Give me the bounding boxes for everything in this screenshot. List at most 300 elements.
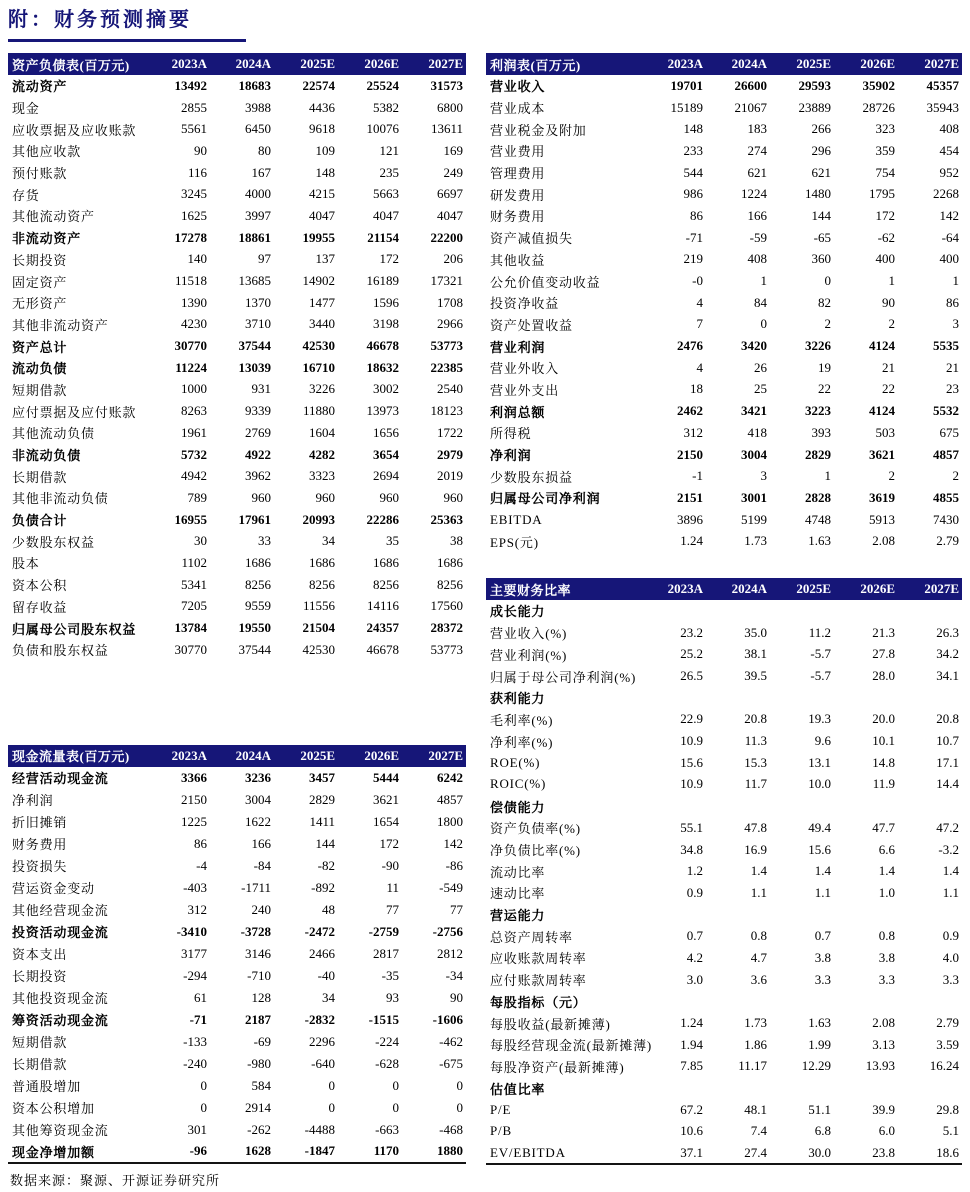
table-row <box>8 75 466 97</box>
cell: 14902 <box>302 273 335 289</box>
row-label: 总资产周转率 <box>490 929 573 945</box>
row-label: 其他应收款 <box>12 144 82 160</box>
cell: 4857 <box>933 446 959 462</box>
cell: -65 <box>813 229 831 245</box>
cell: 12.29 <box>801 1058 831 1074</box>
table-row <box>486 314 962 336</box>
row-label: 投资活动现金流 <box>12 925 109 941</box>
cell: 9.6 <box>814 733 831 749</box>
row-label: 负债合计 <box>12 513 68 529</box>
cell: 0 <box>328 1077 335 1093</box>
cell: 3619 <box>869 489 895 505</box>
cell: 4047 <box>309 207 335 223</box>
cell: 34 <box>322 533 335 549</box>
row-label: 短期借款 <box>12 382 68 398</box>
table-row <box>8 987 466 1009</box>
cell: 8256 <box>437 576 463 592</box>
table-row <box>8 1031 466 1053</box>
table-row <box>486 730 962 752</box>
cell: 4.0 <box>942 949 959 965</box>
cell: 4748 <box>805 511 831 527</box>
row-label: 归属母公司股东权益 <box>12 621 137 637</box>
cell <box>898 904 962 926</box>
table-row <box>486 839 962 861</box>
row-label: 利润总额 <box>490 404 546 420</box>
cell: -980 <box>247 1055 271 1071</box>
row-label: 财务费用 <box>12 837 68 853</box>
cell: -1 <box>692 468 703 484</box>
cell: 19 <box>818 359 831 375</box>
cell: 1224 <box>741 186 767 202</box>
cell: 0 <box>392 1077 399 1093</box>
financial-ratios-table <box>486 578 962 1165</box>
cell: 19550 <box>238 620 271 636</box>
cell <box>770 991 834 1013</box>
cell: 11556 <box>302 598 335 614</box>
cell: 10076 <box>366 121 399 137</box>
cell: 5732 <box>181 446 207 462</box>
cell: -71 <box>189 1011 207 1027</box>
cell: 34.8 <box>680 841 703 857</box>
cell: 7205 <box>181 598 207 614</box>
cell: 1225 <box>181 813 207 829</box>
cell: 5.1 <box>942 1123 959 1139</box>
cell <box>706 795 770 817</box>
cell: 22 <box>882 381 895 397</box>
cell <box>898 600 962 622</box>
cell: 408 <box>939 121 959 137</box>
cell: 0.7 <box>686 928 703 944</box>
year-header: 2023A <box>146 745 210 767</box>
table-row <box>8 965 466 987</box>
cell: 0 <box>392 1099 399 1115</box>
cell: 29.8 <box>936 1101 959 1117</box>
row-label: 长期借款 <box>12 1057 68 1073</box>
cell: 18 <box>690 381 703 397</box>
table-row <box>8 530 466 552</box>
cell: 2769 <box>245 424 271 440</box>
cell: 2.08 <box>872 533 895 549</box>
cell: 3.8 <box>814 949 831 965</box>
cell: 2914 <box>245 1099 271 1115</box>
cell: 6.6 <box>878 841 895 857</box>
cell: 2 <box>888 468 895 484</box>
row-label: 资本公积增加 <box>12 1101 95 1117</box>
row-label: 获利能力 <box>490 691 546 707</box>
cell: 25 <box>754 381 767 397</box>
table-row <box>8 379 466 401</box>
table-row <box>486 1121 962 1143</box>
cell: 960 <box>251 489 271 505</box>
cell <box>834 687 898 709</box>
cell: 1 <box>824 468 831 484</box>
cell: 30 <box>194 533 207 549</box>
cell: 14.4 <box>936 776 959 792</box>
cell: 1.63 <box>808 533 831 549</box>
cell: 323 <box>875 121 895 137</box>
cell: 0 <box>200 1077 207 1093</box>
cell: 2829 <box>805 446 831 462</box>
cell: 1.86 <box>744 1036 767 1052</box>
cell: 10.6 <box>680 1123 703 1139</box>
cell: 2296 <box>309 1033 335 1049</box>
cell: 454 <box>939 142 959 158</box>
cell: 34.2 <box>936 646 959 662</box>
cell: 621 <box>811 164 831 180</box>
cell: 1596 <box>373 294 399 310</box>
row-label: 少数股东权益 <box>12 534 95 550</box>
cell: 3.3 <box>814 971 831 987</box>
row-label: 每股净资产(最新摊薄) <box>490 1059 625 1075</box>
cell: 3 <box>952 316 959 332</box>
cell: -262 <box>247 1121 271 1137</box>
cell: -892 <box>311 879 335 895</box>
cell: -240 <box>183 1055 207 1071</box>
cell: 42530 <box>302 338 335 354</box>
cell: 21 <box>946 359 959 375</box>
table-row <box>8 877 466 899</box>
balance-sheet-table <box>8 53 466 661</box>
cell: 4 <box>696 294 703 310</box>
year-header: 2023A <box>642 53 706 75</box>
table-row <box>486 292 962 314</box>
cell: -224 <box>375 1033 399 1049</box>
cell: 17560 <box>430 598 463 614</box>
table-row <box>8 855 466 877</box>
table-row <box>8 487 466 509</box>
cell: 46678 <box>366 338 399 354</box>
row-label: 现金 <box>12 101 40 117</box>
cell <box>642 1077 706 1099</box>
cell: 166 <box>747 207 767 223</box>
row-label: 营运能力 <box>490 908 546 924</box>
cell: -62 <box>877 229 895 245</box>
cell: 23889 <box>798 99 831 115</box>
table-row <box>486 860 962 882</box>
cell: -59 <box>749 229 767 245</box>
cell: 3.13 <box>872 1036 895 1052</box>
cell: 142 <box>939 207 959 223</box>
tables-layout <box>8 53 962 1189</box>
cell: 26.5 <box>680 668 703 684</box>
cell: 148 <box>683 121 703 137</box>
cell: 5444 <box>373 769 399 785</box>
cell: 5663 <box>373 186 399 202</box>
cell: 128 <box>251 989 271 1005</box>
cell: 8256 <box>245 576 271 592</box>
cell: 3962 <box>245 468 271 484</box>
row-label: 其他非流动资产 <box>12 317 109 333</box>
cell: 2466 <box>309 945 335 961</box>
cell: 46678 <box>366 641 399 657</box>
cell: 3177 <box>181 945 207 961</box>
cell: 3223 <box>805 403 831 419</box>
table-row <box>486 644 962 666</box>
year-header: 2027E <box>402 745 466 767</box>
table-row <box>486 774 962 796</box>
cell: 274 <box>747 142 767 158</box>
cell: 1370 <box>245 294 271 310</box>
cell: 0 <box>824 273 831 289</box>
table-row <box>486 487 962 509</box>
cell: 3226 <box>309 381 335 397</box>
row-label: 固定资产 <box>12 274 68 290</box>
cell: 0.8 <box>750 928 767 944</box>
cell: 22 <box>818 381 831 397</box>
cell: 4.2 <box>686 949 703 965</box>
cell <box>642 600 706 622</box>
cell: 0 <box>456 1077 463 1093</box>
cell: 2150 <box>677 446 703 462</box>
cell: 35.0 <box>744 624 767 640</box>
table-row <box>8 509 466 531</box>
cell: 9559 <box>245 598 271 614</box>
cell: 2187 <box>245 1011 271 1027</box>
table-row <box>8 444 466 466</box>
cell: 5382 <box>373 99 399 115</box>
cell: 1.73 <box>744 1015 767 1031</box>
cell: 80 <box>258 142 271 158</box>
row-label: 营运资金变动 <box>12 881 95 897</box>
cell: 675 <box>939 424 959 440</box>
cell: 22.9 <box>680 711 703 727</box>
cell: 3710 <box>245 316 271 332</box>
table-row <box>8 899 466 921</box>
cell <box>706 904 770 926</box>
cell: 26600 <box>734 77 767 93</box>
cell: -403 <box>183 879 207 895</box>
cell: 37544 <box>238 338 271 354</box>
cell: 6697 <box>437 186 463 202</box>
cell: 0.7 <box>814 928 831 944</box>
cell: 1.1 <box>942 884 959 900</box>
header-row <box>8 53 466 75</box>
cell: 90 <box>882 294 895 310</box>
row-label: 负债和股东权益 <box>12 643 109 659</box>
table-row <box>8 162 466 184</box>
cell: 11.2 <box>808 624 831 640</box>
cell: 21067 <box>734 99 767 115</box>
cell: 5341 <box>181 576 207 592</box>
cell: 5913 <box>869 511 895 527</box>
cell: 29593 <box>798 77 831 93</box>
row-label: 经营活动现金流 <box>12 771 109 787</box>
cell: -1847 <box>304 1143 335 1159</box>
cell: 301 <box>187 1121 207 1137</box>
cell: 986 <box>683 186 703 202</box>
cell: 13973 <box>366 403 399 419</box>
row-label: 估值比率 <box>490 1081 546 1097</box>
cell: 16189 <box>366 273 399 289</box>
table-row <box>8 789 466 811</box>
row-label: 现金净增加额 <box>12 1144 95 1160</box>
cell: 35902 <box>862 77 895 93</box>
row-label: 流动资产 <box>12 79 68 95</box>
cell: 77 <box>450 901 463 917</box>
cell: 233 <box>683 142 703 158</box>
cell: 2151 <box>677 489 703 505</box>
year-header: 2025E <box>274 53 338 75</box>
cell: 400 <box>875 251 895 267</box>
row-label: 长期投资 <box>12 252 68 268</box>
table-title: 资产负债表(百万元) <box>8 53 146 75</box>
cell: 13492 <box>174 77 207 93</box>
cell: 137 <box>315 251 335 267</box>
row-label: 偿债能力 <box>490 799 546 815</box>
cell: -0 <box>692 273 703 289</box>
cell: 7.85 <box>680 1058 703 1074</box>
cell: 11.9 <box>872 776 895 792</box>
cell: 2 <box>824 316 831 332</box>
cell: -35 <box>381 967 399 983</box>
cell: 2150 <box>181 791 207 807</box>
section-row <box>486 795 962 817</box>
cell: 1795 <box>869 186 895 202</box>
cell: 1686 <box>309 554 335 570</box>
cell: 2817 <box>373 945 399 961</box>
cell: 84 <box>754 294 767 310</box>
cell: 34.1 <box>936 668 959 684</box>
cell: 38.1 <box>744 646 767 662</box>
cell: 30770 <box>174 338 207 354</box>
cell: 789 <box>187 489 207 505</box>
cell: -675 <box>439 1055 463 1071</box>
table-row <box>486 1034 962 1056</box>
cell: 240 <box>251 901 271 917</box>
table-row <box>8 314 466 336</box>
cell: 3146 <box>245 945 271 961</box>
cell: 2855 <box>181 99 207 115</box>
cell: 15189 <box>670 99 703 115</box>
row-label: 营业费用 <box>490 144 546 160</box>
cell: 3457 <box>309 769 335 785</box>
cell: 25524 <box>366 77 399 93</box>
cell: 544 <box>683 164 703 180</box>
cell <box>898 795 962 817</box>
cell <box>770 904 834 926</box>
table-row <box>486 752 962 774</box>
table-row <box>8 118 466 140</box>
cell: 2979 <box>437 446 463 462</box>
cell: 11.17 <box>738 1058 767 1074</box>
cell: 1604 <box>309 424 335 440</box>
row-label: 营业利润 <box>490 339 546 355</box>
cell: 93 <box>386 989 399 1005</box>
row-label: 营业税金及附加 <box>490 122 587 138</box>
cell: 22385 <box>430 359 463 375</box>
cell: 1411 <box>309 813 335 829</box>
table-row <box>486 357 962 379</box>
row-label: 应付票据及应付账款 <box>12 404 137 420</box>
cell: 235 <box>379 164 399 180</box>
table-row <box>8 400 466 422</box>
cell: 7430 <box>933 511 959 527</box>
row-label: P/B <box>490 1123 512 1139</box>
cell: -40 <box>317 967 335 983</box>
cell: -3728 <box>240 923 271 939</box>
table-row <box>486 444 962 466</box>
table-row <box>486 75 962 97</box>
cell: -549 <box>439 879 463 895</box>
year-header: 2023A <box>146 53 210 75</box>
cell: 7 <box>696 316 703 332</box>
cell: 3.3 <box>942 971 959 987</box>
row-label: 应收票据及应收账款 <box>12 122 137 138</box>
table-row <box>8 292 466 314</box>
cell: 21.3 <box>872 624 895 640</box>
cell: 1000 <box>181 381 207 397</box>
cell: 266 <box>811 121 831 137</box>
table-row <box>8 767 466 789</box>
cell: 11880 <box>302 403 335 419</box>
cell: 6242 <box>437 769 463 785</box>
cell: 1.99 <box>808 1036 831 1052</box>
table-row <box>486 882 962 904</box>
row-label: 营业成本 <box>490 101 546 117</box>
cell: 11.7 <box>744 776 767 792</box>
table-row <box>8 1119 466 1141</box>
cell: -640 <box>311 1055 335 1071</box>
cell: 1622 <box>245 813 271 829</box>
section-row <box>486 600 962 622</box>
table-row <box>486 947 962 969</box>
table-row <box>486 335 962 357</box>
cell: 2268 <box>933 186 959 202</box>
cell <box>706 687 770 709</box>
table-row <box>486 162 962 184</box>
row-label: 其他经营现金流 <box>12 903 109 919</box>
year-header: 2024A <box>706 53 770 75</box>
table-row <box>486 422 962 444</box>
cell: 86 <box>194 835 207 851</box>
cell: 2462 <box>677 403 703 419</box>
cell: 1.24 <box>680 533 703 549</box>
cell: 19955 <box>302 229 335 245</box>
cell <box>770 687 834 709</box>
cell: 9339 <box>245 403 271 419</box>
cell: 3198 <box>373 316 399 332</box>
cell: 17278 <box>174 229 207 245</box>
cell: 3420 <box>741 338 767 354</box>
table-row <box>8 465 466 487</box>
cell: 20.8 <box>744 711 767 727</box>
row-label: P/E <box>490 1101 512 1117</box>
cell: 621 <box>747 164 767 180</box>
cell: 166 <box>251 835 271 851</box>
table-row <box>486 969 962 991</box>
cell: 142 <box>443 835 463 851</box>
cell: -663 <box>375 1121 399 1137</box>
table-row <box>8 552 466 574</box>
row-label: 存货 <box>12 187 40 203</box>
cell: 34 <box>322 989 335 1005</box>
cell: 4857 <box>437 791 463 807</box>
cell: 960 <box>443 489 463 505</box>
cell: 28372 <box>430 620 463 636</box>
row-label: 财务费用 <box>490 209 546 225</box>
cell: 18.6 <box>936 1144 959 1160</box>
cell: 400 <box>939 251 959 267</box>
cell: 931 <box>251 381 271 397</box>
row-label: 留存收益 <box>12 599 68 615</box>
row-label: 资产减值损失 <box>490 231 573 247</box>
cell: 90 <box>450 989 463 1005</box>
year-header: 2025E <box>770 53 834 75</box>
header-row <box>486 53 962 75</box>
table-row <box>486 379 962 401</box>
page-title-block <box>8 8 246 42</box>
row-label: 其他流动资产 <box>12 209 95 225</box>
